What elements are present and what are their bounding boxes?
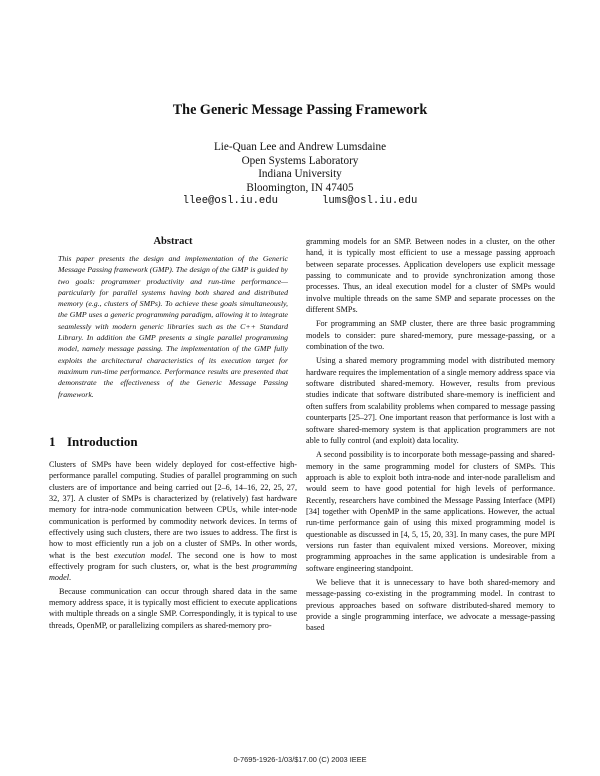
- right-column: [306, 236, 555, 634]
- intro-paragraph-3: For programming an SMP cluster, there are three basic programming models to consider: pure shared-memory, pure message-passing, or a combination of the two.: [306, 319, 555, 352]
- intro-paragraph-1: Clusters of SMPs have been widely deployed for cost-effective high-performance parallel computing. Studies of parallel programming on such clusters are of importance and being carried out [2–6, 14–16, 22, 25, 27, 32, 37]. A cluster of SMPs is characterized by (relatively) fast hardware memory for intra-node communication between CPUs, while inter-node communication is performed by commodity network devices. In terms of effectively using such clusters, there are two issues to address. The first is how to most efficiently run a job on a cluster of SMPs. In other words, what is the best execution model. The second one is how to most effectively program for such clusters, or, what is the best programming model.: [49, 459, 297, 583]
- abstract-text: This paper presents the design and implementation of the Generic Message Passing framework (GMP). The design of the GMP is guided by two goals: programmer productivity and run-time performance—particularly for parallel systems having both shared and distributed memory (e.g., clusters of SMPs). To achieve these goals simultaneously, the GMP uses a generic programming paradigm, allowing it to integrate seamlessly with modern generic libraries such as the C++ Standard Library. In addition the GMP presents a single parallel programming model, namely message passing. The implementation of the GMP fully exploits the architectural characteristics of its execution target for maximum run-time performance. Performance results are presented that demonstrate the effectiveness of the Generic Message Passing framework.: [58, 254, 288, 399]
- author-block: [0, 141, 600, 209]
- author-location: Bloomington, IN 47405: [246, 181, 354, 194]
- intro-paragraph-6: We believe that it is unnecessary to have both shared-memory and message-passing co-existing in the programming model. In contrast to previous approaches based on software distributed-shared memory to provide a single programming interface, we advocate a message-passing based: [306, 577, 555, 633]
- email-llee: llee@osl.iu.edu: [182, 195, 278, 208]
- section-title: Introduction: [67, 433, 138, 449]
- left-column: [49, 236, 297, 631]
- intro-paragraph-5: A second possibility is to incorporate both message-passing and shared-memory in the same programming model for clusters of SMPs. This approach is able to exploit both intra-node and inter-node parallelism and would seem to have good potential for high levels of performance. Recently, researchers have combined the Message Passing Interface (MPI) [34] together with OpenMP in the same applications. However, the actual run-time performance gain of using this mixed programming model is questionable as discussed in [4, 5, 15, 20, 33]. In many cases, the pure MPI versions run faster than equivalent mixed versions. Moreover, mixing programming approaches in the same application is undesirable from a software engineering standpoint.: [306, 450, 555, 573]
- intro-paragraph-2-start: Because communication can occur through shared data in the same memory address space, it is typically most efficient to execute applications with multiple threads on a single SMP. Correspondingly, it is typical to use threads, OpenMP, or parallelizing compilers as shared-memory pro-: [49, 586, 297, 630]
- author-names: Lie-Quan Lee and Andrew Lumsdaine: [213, 141, 387, 153]
- author-emails: [0, 195, 600, 209]
- emphasis-programming-model: programming model: [49, 561, 297, 583]
- email-lums: lums@osl.iu.edu: [322, 195, 418, 208]
- copyright-footer: 0-7695-1926-1/03/$17.00 (C) 2003 IEEE: [233, 755, 367, 764]
- section-number: 1: [49, 433, 56, 449]
- paper-title: The Generic Message Passing Framework: [172, 102, 428, 118]
- intro-paragraph-2-continued: gramming models for an SMP. Between nodes in a cluster, on the other hand, it is typically most efficient to use a message passing approach between separate processes. Application developers use explicit message passing to communicate and to provide synchronization among those processes. Thus, an ideal execution model for a cluster of SMPs would involve multiple threads on the same SMP and separate processes on the different SMPs.: [306, 237, 555, 315]
- section-heading-introduction: [49, 434, 297, 450]
- abstract-heading: Abstract: [153, 236, 193, 247]
- intro-paragraph-4: Using a shared memory programming model with distributed memory hardware requires the implementation of a single memory address space via software distributed shared-memory. However, results from previous studies indicate that software distributed share-memory is inefficient and often suffers from scalability problems when compared to message passing counterparts [25–27]. One important reason that performance is lost with a software shared-memory system is that application programmers are not able to fully control (and exploit) data locality.: [306, 356, 555, 445]
- emphasis-execution-model: execution model: [113, 550, 171, 560]
- affiliation-university: Indiana University: [258, 168, 342, 181]
- affiliation-lab: Open Systems Laboratory: [241, 154, 359, 167]
